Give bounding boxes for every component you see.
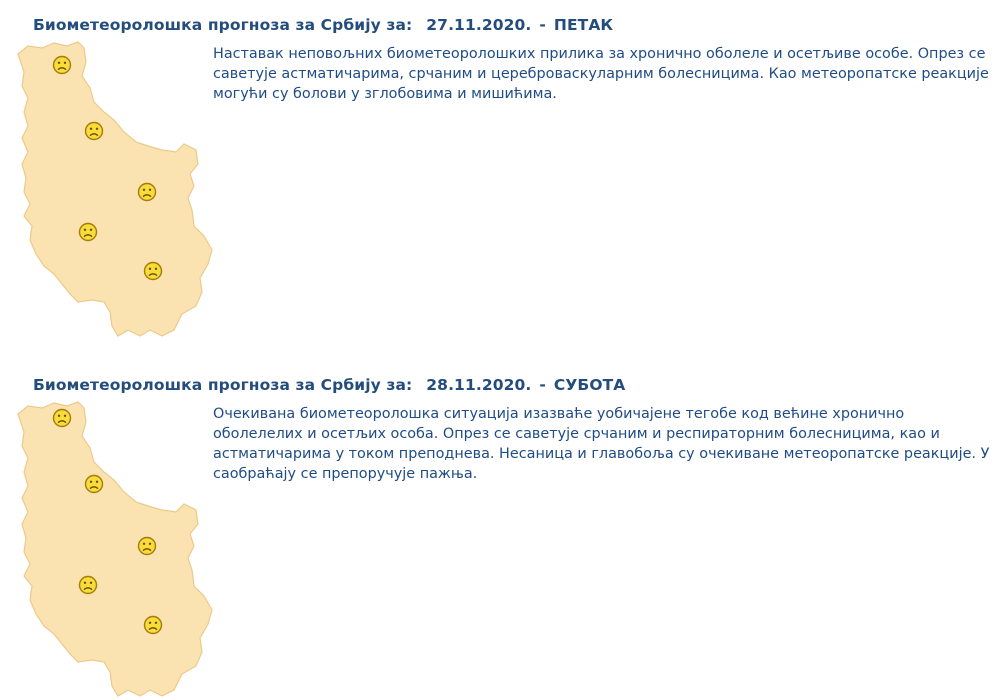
sad-face-icon[interactable] (145, 263, 162, 280)
sad-face-icon[interactable] (86, 123, 103, 140)
sad-face-icon[interactable] (145, 617, 162, 634)
forecast-day-2 (0, 360, 1000, 700)
forecast-day: ПЕТАК (553, 16, 614, 34)
forecast-date: 27.11.2020. (426, 16, 532, 34)
sad-face-icon[interactable] (139, 184, 156, 201)
serbia-map (12, 400, 218, 700)
sad-face-icon[interactable] (86, 476, 103, 493)
forecast-heading (33, 16, 613, 34)
serbia-map (12, 40, 218, 340)
sad-face-icon[interactable] (139, 538, 156, 555)
forecast-description: Наставак неповољних биометеоролошких прилика за хронично оболеле и осетљиве особе. Опрез се саветује астматичарима, срчаним и цереброваскуларним болесницима. Као метеоропатске реакције могући су болови у зглобовима и мишићима. (213, 46, 989, 102)
forecast-title: Биометеоролошка прогноза за Србију за: (33, 376, 413, 394)
forecast-day-1 (0, 0, 1000, 340)
sad-face-icon[interactable] (80, 224, 97, 241)
serbia-map-shape (18, 402, 212, 696)
sad-face-icon[interactable] (54, 410, 71, 427)
sad-face-icon[interactable] (80, 577, 97, 594)
forecast-description: Очекивана биометеоролошка ситуација изазваће уобичајене тегобе код већине хронично оболелелих и осетљих особа. Опрез се саветује срчаним и респираторним болесницима, као и астматичарима у током преподнева. Несаница и главобоља су очекиване метеоропатске реакције. У саобраћају се препоручује пажња. (213, 406, 990, 482)
forecast-heading (33, 376, 625, 394)
forecast-day: СУБОТА (553, 376, 626, 394)
serbia-map-shape (18, 42, 212, 336)
forecast-date: 28.11.2020. (426, 376, 532, 394)
heading-separator: - (539, 16, 546, 34)
sad-face-icon[interactable] (54, 57, 71, 74)
heading-separator: - (539, 376, 546, 394)
forecast-title: Биометеоролошка прогноза за Србију за: (33, 16, 413, 34)
